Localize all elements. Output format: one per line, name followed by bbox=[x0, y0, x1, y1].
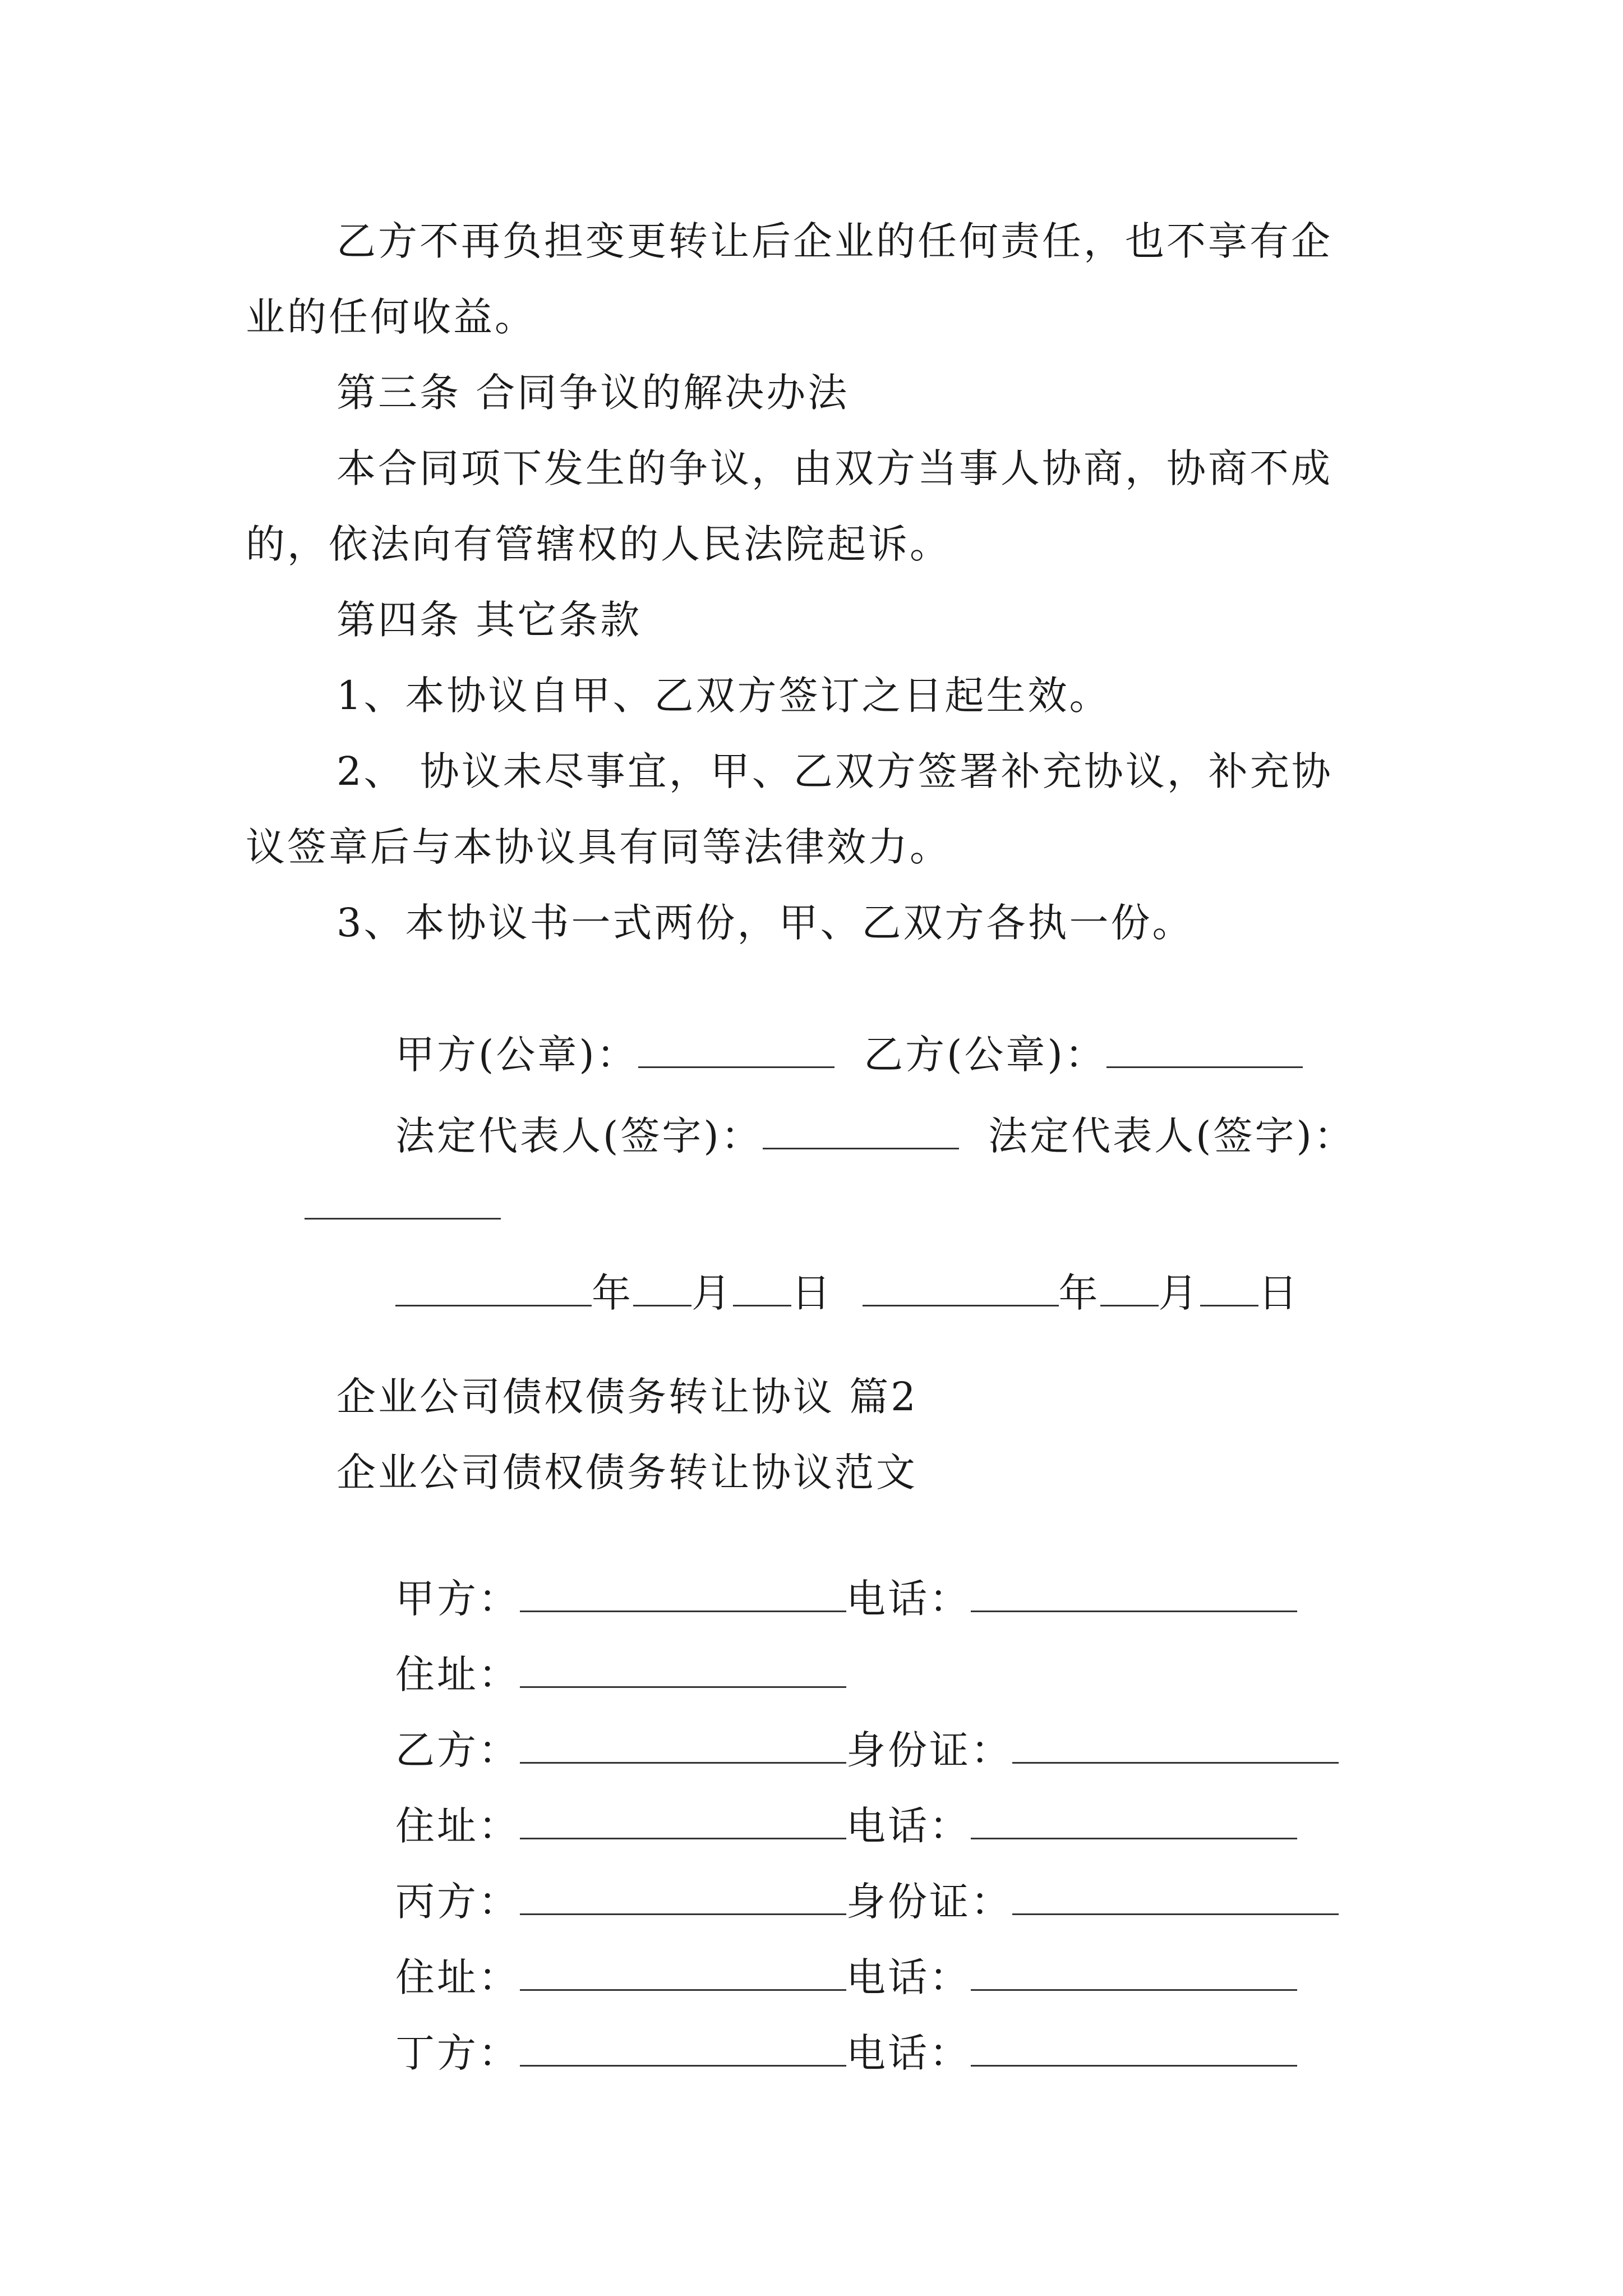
month-label: 月 bbox=[691, 1270, 734, 1316]
month-blank-2[interactable] bbox=[1100, 1270, 1159, 1306]
year-label-2: 年 bbox=[1058, 1270, 1100, 1316]
year-label: 年 bbox=[592, 1270, 634, 1316]
party-c-label: 丙方： bbox=[395, 1879, 520, 1925]
article-heading: 第四条 其它条款 bbox=[336, 597, 642, 643]
party-a-label: 甲方： bbox=[395, 1576, 520, 1622]
party-d-label: 丁方： bbox=[395, 2030, 520, 2076]
year-blank-2[interactable] bbox=[863, 1270, 1059, 1306]
month-label-2: 月 bbox=[1158, 1270, 1200, 1316]
id-card-label: 身份证： bbox=[846, 1727, 1013, 1773]
clause-line: 2、 协议未尽事宜，甲、乙双方签署补充协议，补充协 bbox=[336, 748, 1333, 794]
address-label: 住址： bbox=[395, 1803, 520, 1849]
date-line bbox=[336, 1217, 1300, 1369]
form-row-party-d bbox=[336, 1977, 1297, 2129]
paragraph-line: 乙方不再负担变更转让后企业的任何责任，也不享有企 bbox=[336, 218, 1332, 264]
party-b-label: 乙方： bbox=[395, 1727, 520, 1773]
section-subtitle: 企业公司债权债务转让协议范文 bbox=[336, 1450, 917, 1496]
address-label: 住址： bbox=[395, 1954, 520, 2000]
party-b-seal-label: 乙方(公章)： bbox=[864, 1032, 1106, 1078]
id-card-label: 身份证： bbox=[846, 1879, 1013, 1925]
year-blank[interactable] bbox=[395, 1270, 592, 1306]
month-blank[interactable] bbox=[633, 1270, 691, 1306]
address-label: 住址： bbox=[395, 1651, 520, 1697]
phone-label: 电话： bbox=[846, 2030, 971, 2076]
phone-label: 电话： bbox=[846, 1803, 971, 1849]
phone-label: 电话： bbox=[846, 1576, 971, 1622]
clause-line: 3、本协议书一式两份，甲、乙双方各执一份。 bbox=[336, 900, 1194, 946]
day-blank[interactable] bbox=[733, 1270, 791, 1306]
phone-label: 电话： bbox=[846, 1954, 971, 2000]
paragraph-line: 议签章后与本协议具有同等法律效力。 bbox=[246, 824, 951, 870]
paragraph-line: 本合同项下发生的争议，由双方当事人协商，协商不成 bbox=[336, 445, 1332, 491]
paragraph-line: 的，依法向有管辖权的人民法院起诉。 bbox=[246, 521, 951, 567]
party-d-blank[interactable] bbox=[520, 2030, 846, 2067]
phone-blank[interactable] bbox=[971, 1576, 1297, 1612]
day-blank-2[interactable] bbox=[1200, 1270, 1258, 1306]
article-heading: 第三条 合同争议的解决办法 bbox=[336, 370, 850, 416]
section-heading: 企业公司债权债务转让协议 篇2 bbox=[336, 1374, 918, 1420]
legal-rep-label-2: 法定代表人(签字)： bbox=[988, 1113, 1355, 1159]
legal-rep-label: 法定代表人(签字)： bbox=[395, 1113, 763, 1159]
legal-rep-2-blank[interactable] bbox=[305, 1183, 501, 1220]
clause-line: 1、本协议自甲、乙双方签订之日起生效。 bbox=[336, 673, 1111, 719]
day-label-2: 日 bbox=[1258, 1270, 1300, 1316]
party-a-seal-label: 甲方(公章)： bbox=[395, 1032, 638, 1078]
paragraph-line: 业的任何收益。 bbox=[246, 294, 536, 340]
day-label: 日 bbox=[791, 1270, 833, 1316]
legal-rep-blank[interactable] bbox=[763, 1113, 959, 1149]
phone-blank[interactable] bbox=[971, 2030, 1297, 2067]
